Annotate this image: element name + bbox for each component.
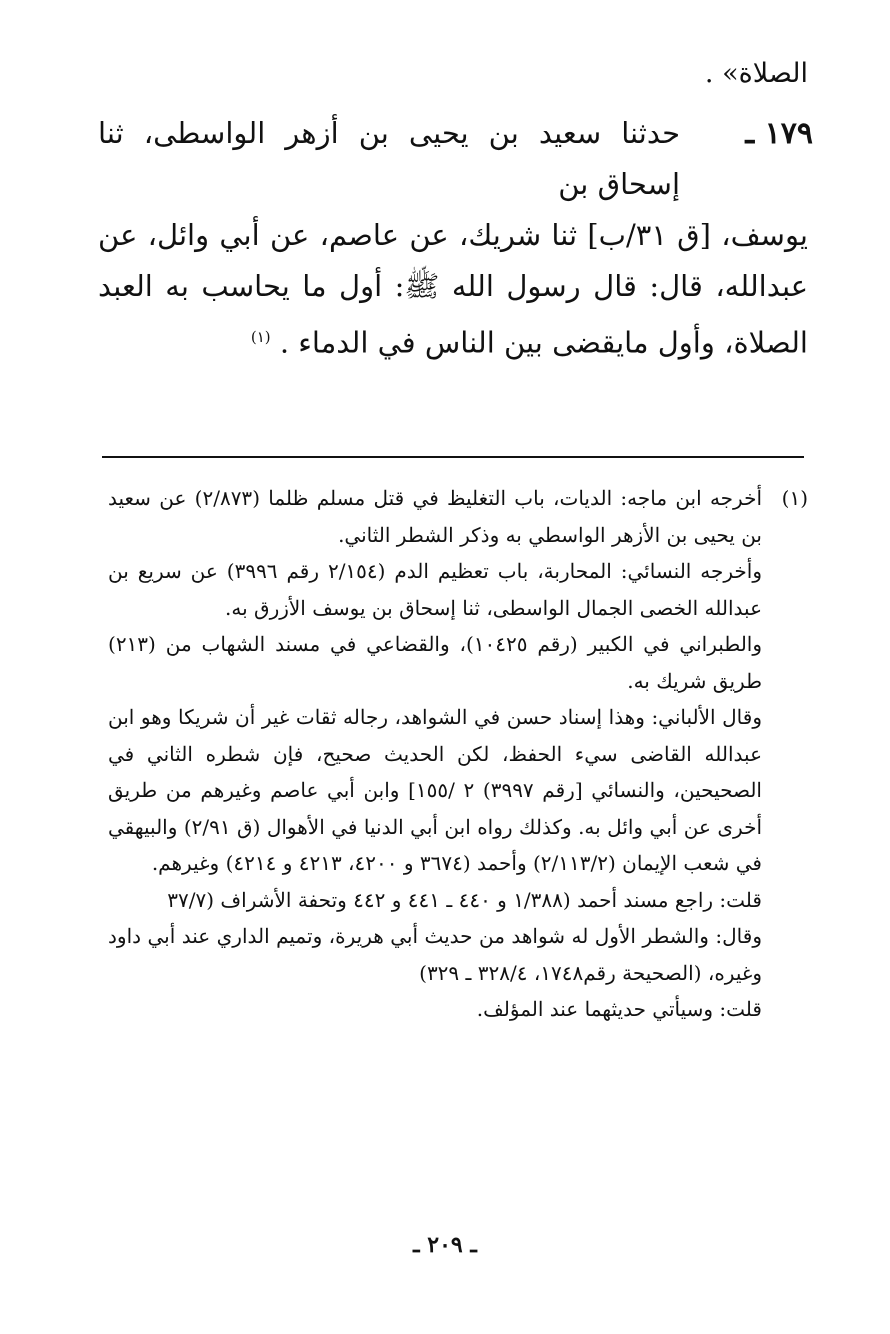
footnote-text: قلت: راجع مسند أحمد (١/٣٨٨ و ٤٤٠ ـ ٤٤١ و ٤٤٢ وتحفة الأشراف (٣٧/٧ [167,887,762,912]
footnote-text: قلت: وسيأتي حديثهما عند المؤلف. [476,997,762,1021]
hadith-179 [98,108,813,369]
footnote-number: (١) [781,486,808,510]
page-number: ـ ٢٠٩ ـ [413,1232,477,1258]
footnote-divider [102,456,804,458]
footnote-paragraph [108,699,808,882]
footnote-paragraph [108,882,808,919]
hadith-body [98,108,680,210]
main-text [98,56,813,369]
footnote-paragraph [108,626,808,699]
footnote-text: والطبراني في الكبير (رقم ١٠٤٢٥)، والقضاعي في مسند الشهاب من (٢١٣) طريق شريك به. [108,632,763,693]
hadith-number: ١٧٩ ـ [745,116,813,151]
footnote-text: أخرجه ابن ماجه: الديات، باب التغليظ في قتل مسلم ظلما (٢/٨٧٣) عن سعيد بن يحيى بن الأزهر الواسطي به وذكر الشطر الثاني. [108,486,762,547]
footnote-paragraph [108,480,808,553]
hadith-text-start: حدثنا سعيد بن يحيى بن أزهر الواسطى، ثنا إسحاق بن [98,116,680,201]
footnote-paragraph [108,553,808,626]
footnote-marker: (١) [250,328,271,346]
continuation-line: الصلاة» . [704,58,808,89]
footnote-text: وقال الألباني: وهذا إسناد حسن في الشواهد، رجاله ثقات غير أن شريكا وهو ابن عبدالله القاضى سيء الحفظ، لكن الحديث صحيح، فإن شطره الثاني في الصحيحين، والنسائي [رقم ٣٩٩٧) ٢ /١٥٥] وابن أبي عاصم وغيرهم من طريق أخرى عن أبي وائل به. وكذلك رواه ابن أبي الدنيا في الأهوال (ق ٢/٩١) والبيهقي في شعب الإيمان (٢/١١٣/٢) وأحمد (٣٦٧٤ و ٤٢٠٠، ٤٢١٣ و ٤٢١٤) وغيرهم. [108,705,762,875]
footnote-text: وقال: والشطر الأول له شواهد من حديث أبي هريرة، وتميم الداري عند أبي داود وغيره، (الصحيحة رقم١٧٤٨، ٣٢٨/٤ ـ ٣٢٩) [108,924,762,985]
footnotes [108,480,808,1028]
footnote-paragraph [108,918,808,991]
hadith-text-continued [98,210,808,369]
hadith-text-rest: يوسف، [ق ٣١/ب] ثنا شريك، عن عاصم، عن أبي وائل، عن عبدالله، قال: قال رسول الله ﷺ: أول ما يحاسب به العبد الصلاة، وأول مايقضى بين الناس في الدماء . [98,218,809,360]
footnote-text: وأخرجه النسائي: المحاربة، باب تعظيم الدم (٢/١٥٤ رقم ٣٩٩٦) عن سريع بن عبدالله الخصى الجمال الواسطى، ثنا إسحاق بن يوسف الأزرق به. [108,559,762,620]
footnote-paragraph [108,991,808,1028]
